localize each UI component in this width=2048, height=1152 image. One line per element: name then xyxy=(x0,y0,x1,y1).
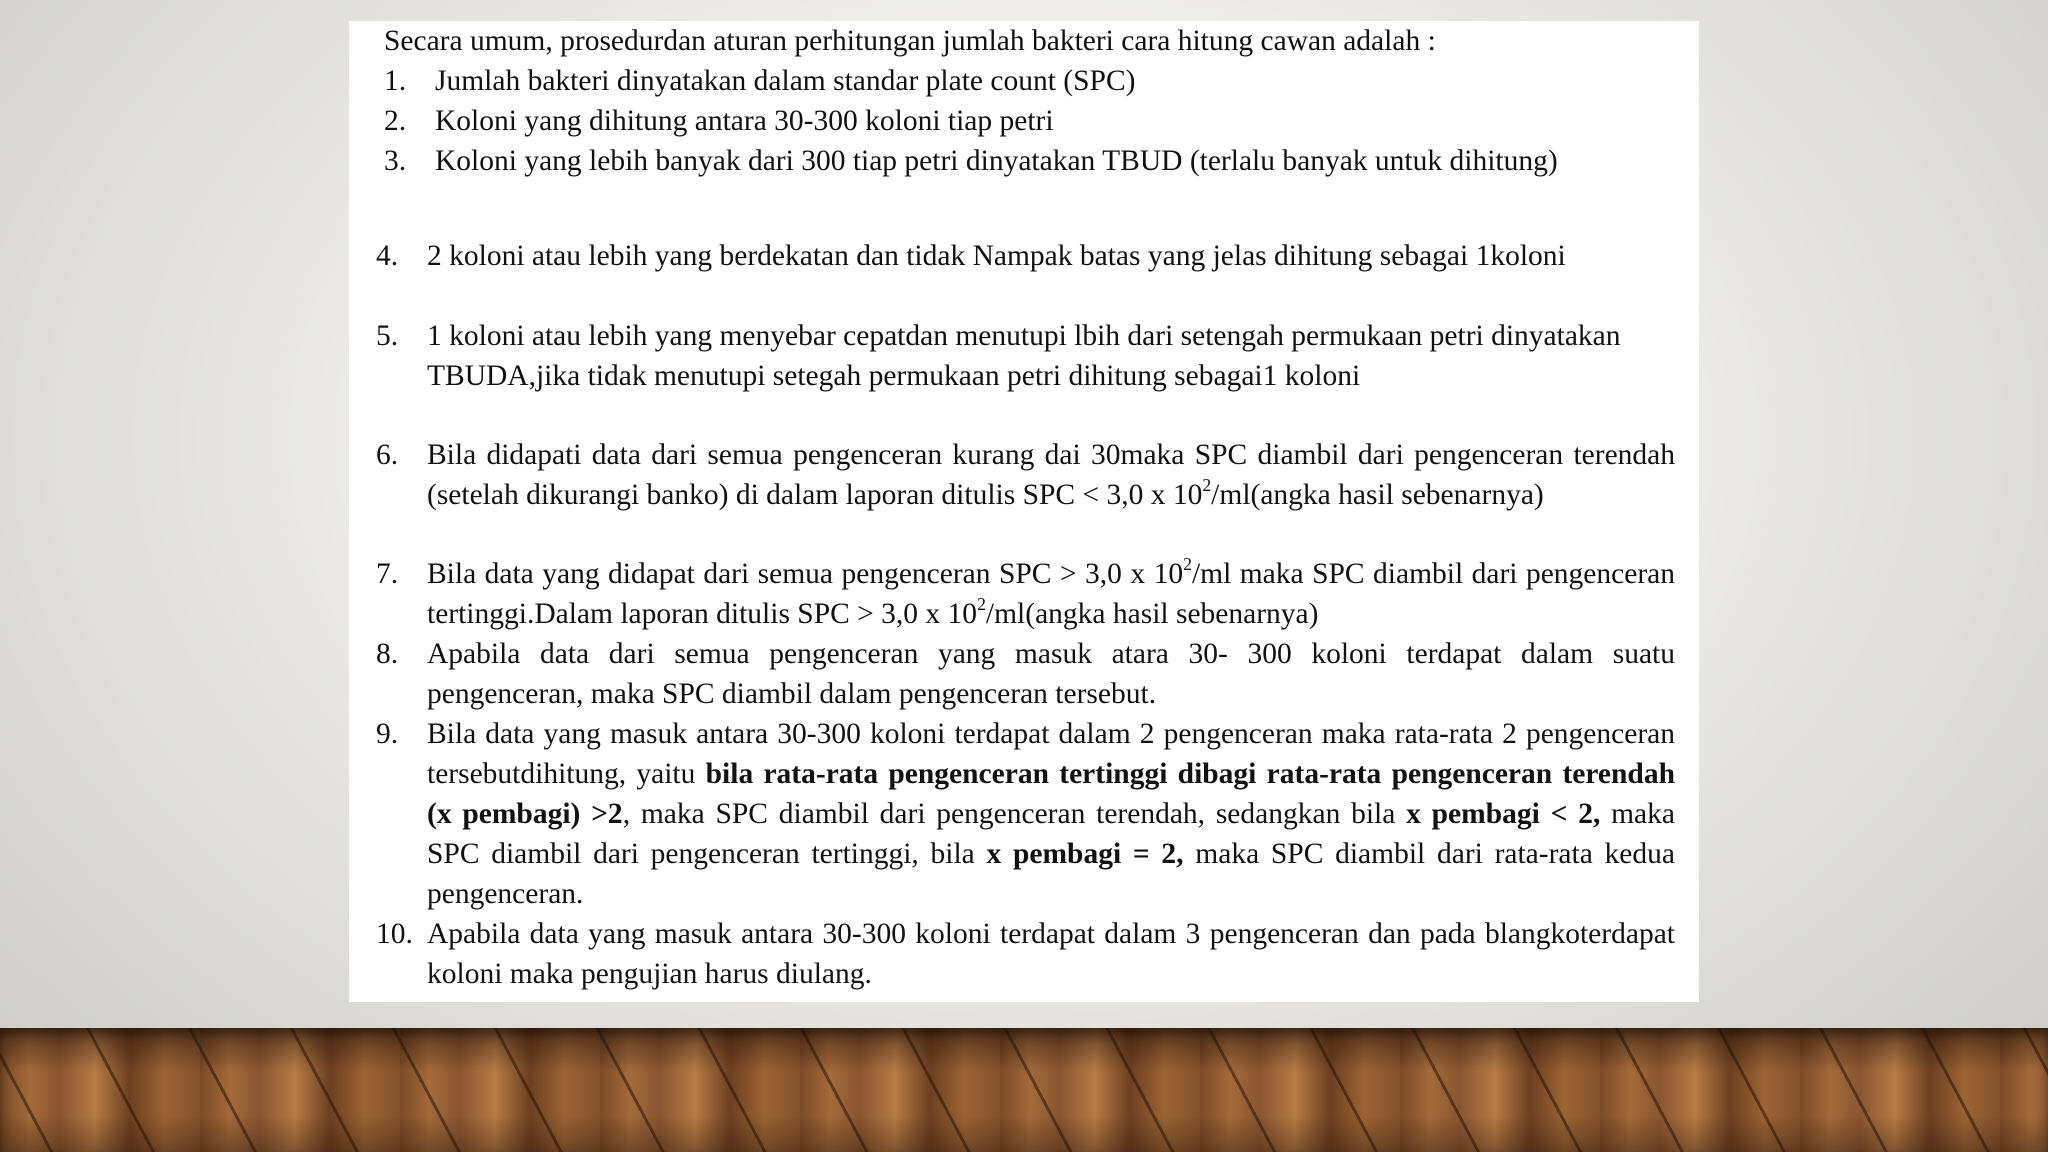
item-number: 7. xyxy=(376,558,399,590)
item-number: 4. xyxy=(376,240,399,272)
item-text: 1 koloni atau lebih yang menyebar cepatdan menutupi lbih dari setengah permukaan petri dinyatakan TBUDA,jika tidak menutupi setegah permukaan petri dihitung sebagai1 koloni xyxy=(427,320,1621,392)
item-text: Bila data yang masuk antara 30-300 koloni terdapat dalam 2 pengenceran maka rata-rata 2 pengenceran tersebutdihitung, yaitu bila rata-rata pengenceran tertinggi dibagi rata-rata pengenceran terendah (x pembagi) >2, maka SPC diambil dari pengenceran terendah, sedangkan bila x pembagi < 2, maka SPC diambil dari pengenceran tertinggi, bila x pembagi = 2, maka SPC diambil dari rata-rata kedua pengenceran. xyxy=(427,718,1675,910)
item-number: 3. xyxy=(384,145,407,177)
item-text: Apabila data yang masuk antara 30-300 koloni terdapat dalam 3 pengenceran dan pada blangkoterdapat koloni maka pengujian harus diulang. xyxy=(427,918,1675,990)
item-text: Koloni yang dihitung antara 30-300 koloni tiap petri xyxy=(435,105,1054,137)
item-text: Jumlah bakteri dinyatakan dalam standar plate count (SPC) xyxy=(435,65,1136,97)
item-number: 6. xyxy=(376,439,399,471)
item-text: Koloni yang lebih banyak dari 300 tiap petri dinyatakan TBUD (terlalu banyak untuk dihitung) xyxy=(435,145,1558,177)
item-text: Bila didapati data dari semua pengenceran kurang dai 30maka SPC diambil dari pengenceran terendah (setelah dikurangi banko) di dalam laporan ditulis SPC < 3,0 x $10^2/ml(angka$ hasil sebenarnya) xyxy=(427,439,1675,511)
document-image xyxy=(349,21,1699,1002)
item-number: 2. xyxy=(384,105,407,137)
item-number: 8. xyxy=(376,638,399,670)
item-text: Bila data yang didapat dari semua pengenceran SPC > 3,0 x $10^2/ml$ maka SPC diambil dari pengenceran tertinggi.Dalam laporan ditulis SPC > 3,0 x $10^2/ml(angka$ hasil sebenarnya) xyxy=(427,554,1675,630)
item-text: 2 koloni atau lebih yang berdekatan dan tidak Nampak batas yang jelas dihitung sebagai 1koloni xyxy=(427,240,1566,272)
item-text: Apabila data dari semua pengenceran yang masuk atara 30- 300 koloni terdapat dalam suatu pengenceran, maka SPC diambil dalam pengenceran tersebut. xyxy=(427,638,1675,710)
item-number: 10. xyxy=(376,918,413,950)
intro-text: Secara umum, prosedurdan aturan perhitungan jumlah bakteri cara hitung cawan adalah : xyxy=(384,25,1436,57)
item-number: 5. xyxy=(376,320,399,352)
item-number: 9. xyxy=(376,718,399,750)
wood-floor-decoration xyxy=(0,1028,2048,1152)
item-number: 1. xyxy=(384,65,407,97)
